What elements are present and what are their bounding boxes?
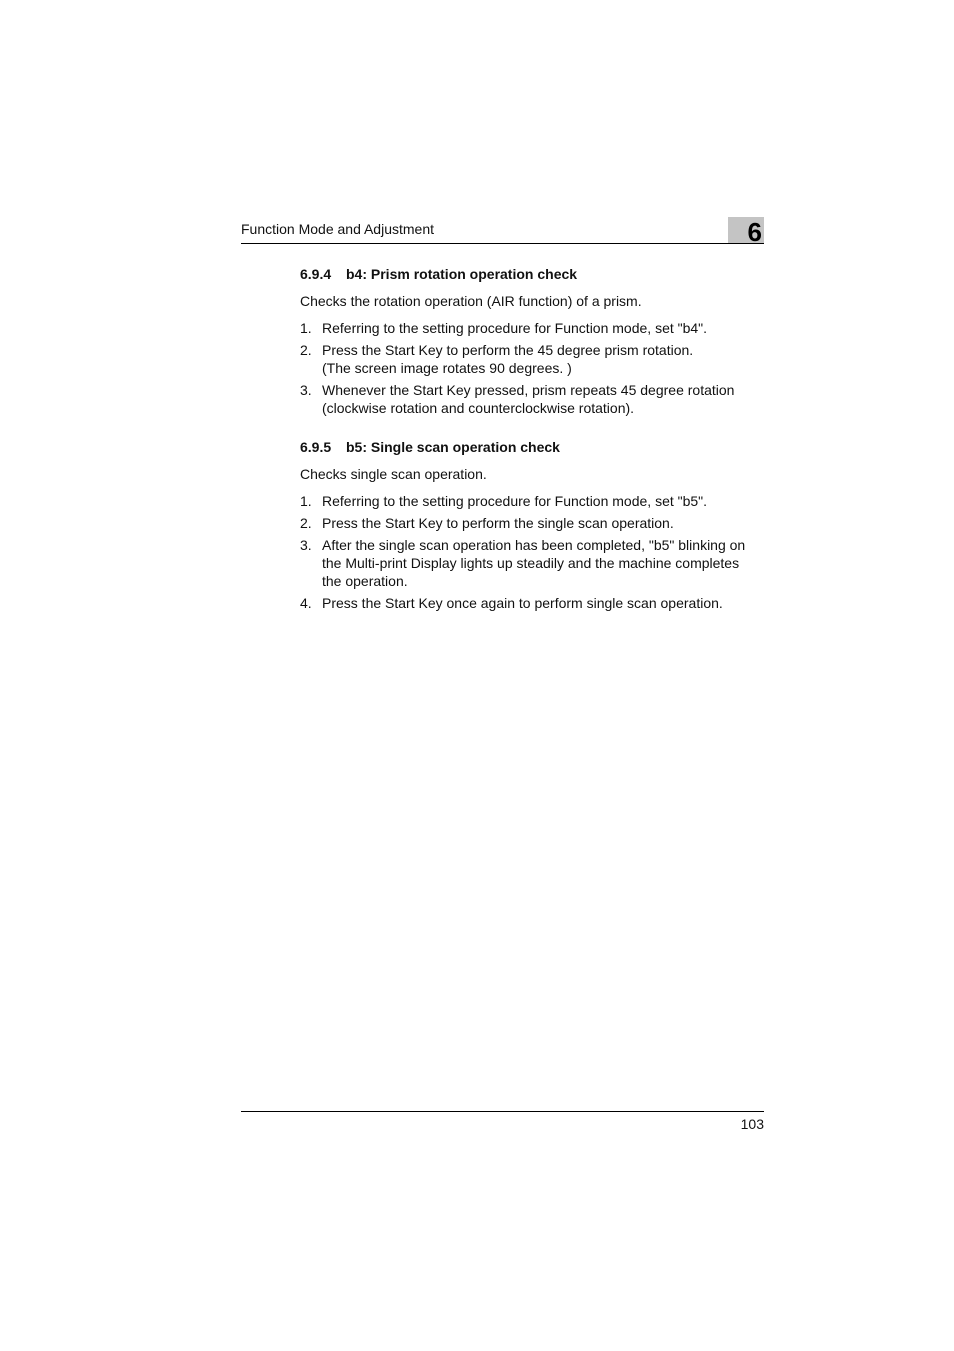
list-item bbox=[300, 594, 765, 612]
list-item bbox=[300, 319, 765, 337]
step-text: Press the Start Key once again to perform single scan operation. bbox=[322, 595, 723, 611]
list-item bbox=[300, 381, 765, 417]
step-text: the Multi-print Display lights up steadily and the machine completes bbox=[322, 555, 740, 571]
step-text: (The screen image rotates 90 degrees. ) bbox=[322, 360, 572, 376]
step-text: Press the Start Key to perform the 45 degree prism rotation. bbox=[322, 342, 694, 358]
step-text: Whenever the Start Key pressed, prism repeats 45 degree rotation bbox=[322, 382, 735, 398]
step-text: Referring to the setting procedure for Function mode, set "b5". bbox=[322, 493, 708, 509]
header-title: Function Mode and Adjustment bbox=[241, 221, 435, 237]
section-number: 6.9.5 bbox=[300, 439, 332, 455]
step-number: 2. bbox=[300, 515, 312, 531]
list-item bbox=[300, 492, 765, 510]
section-heading bbox=[300, 266, 765, 283]
section-intro: Checks the rotation operation (AIR function) of a prism. bbox=[300, 293, 642, 309]
list-item bbox=[300, 341, 765, 377]
page-content bbox=[300, 266, 765, 616]
step-number: 3. bbox=[300, 382, 312, 398]
step-number: 2. bbox=[300, 342, 312, 358]
step-number: 1. bbox=[300, 320, 312, 336]
chapter-tab bbox=[728, 217, 764, 247]
step-number: 1. bbox=[300, 493, 312, 509]
step-text: (clockwise rotation and counterclockwise rotation). bbox=[322, 400, 635, 416]
chapter-number: 6 bbox=[747, 217, 762, 247]
page-header bbox=[241, 216, 764, 247]
section-title: b4: Prism rotation operation check bbox=[346, 266, 578, 282]
section-heading bbox=[300, 439, 765, 456]
step-text: the operation. bbox=[322, 573, 408, 589]
page-number: 103 bbox=[740, 1116, 764, 1132]
step-list bbox=[300, 492, 765, 612]
list-item bbox=[300, 536, 765, 590]
step-text: Referring to the setting procedure for Function mode, set "b4". bbox=[322, 320, 708, 336]
step-text: Press the Start Key to perform the single scan operation. bbox=[322, 515, 674, 531]
section-number: 6.9.4 bbox=[300, 266, 332, 282]
list-item bbox=[300, 514, 765, 532]
step-number: 3. bbox=[300, 537, 312, 553]
section-title: b5: Single scan operation check bbox=[346, 439, 560, 455]
section-intro: Checks single scan operation. bbox=[300, 466, 487, 482]
page-footer bbox=[241, 1111, 764, 1132]
step-number: 4. bbox=[300, 595, 312, 611]
step-list bbox=[300, 319, 765, 417]
step-text: After the single scan operation has been completed, "b5" blinking on bbox=[322, 537, 746, 553]
